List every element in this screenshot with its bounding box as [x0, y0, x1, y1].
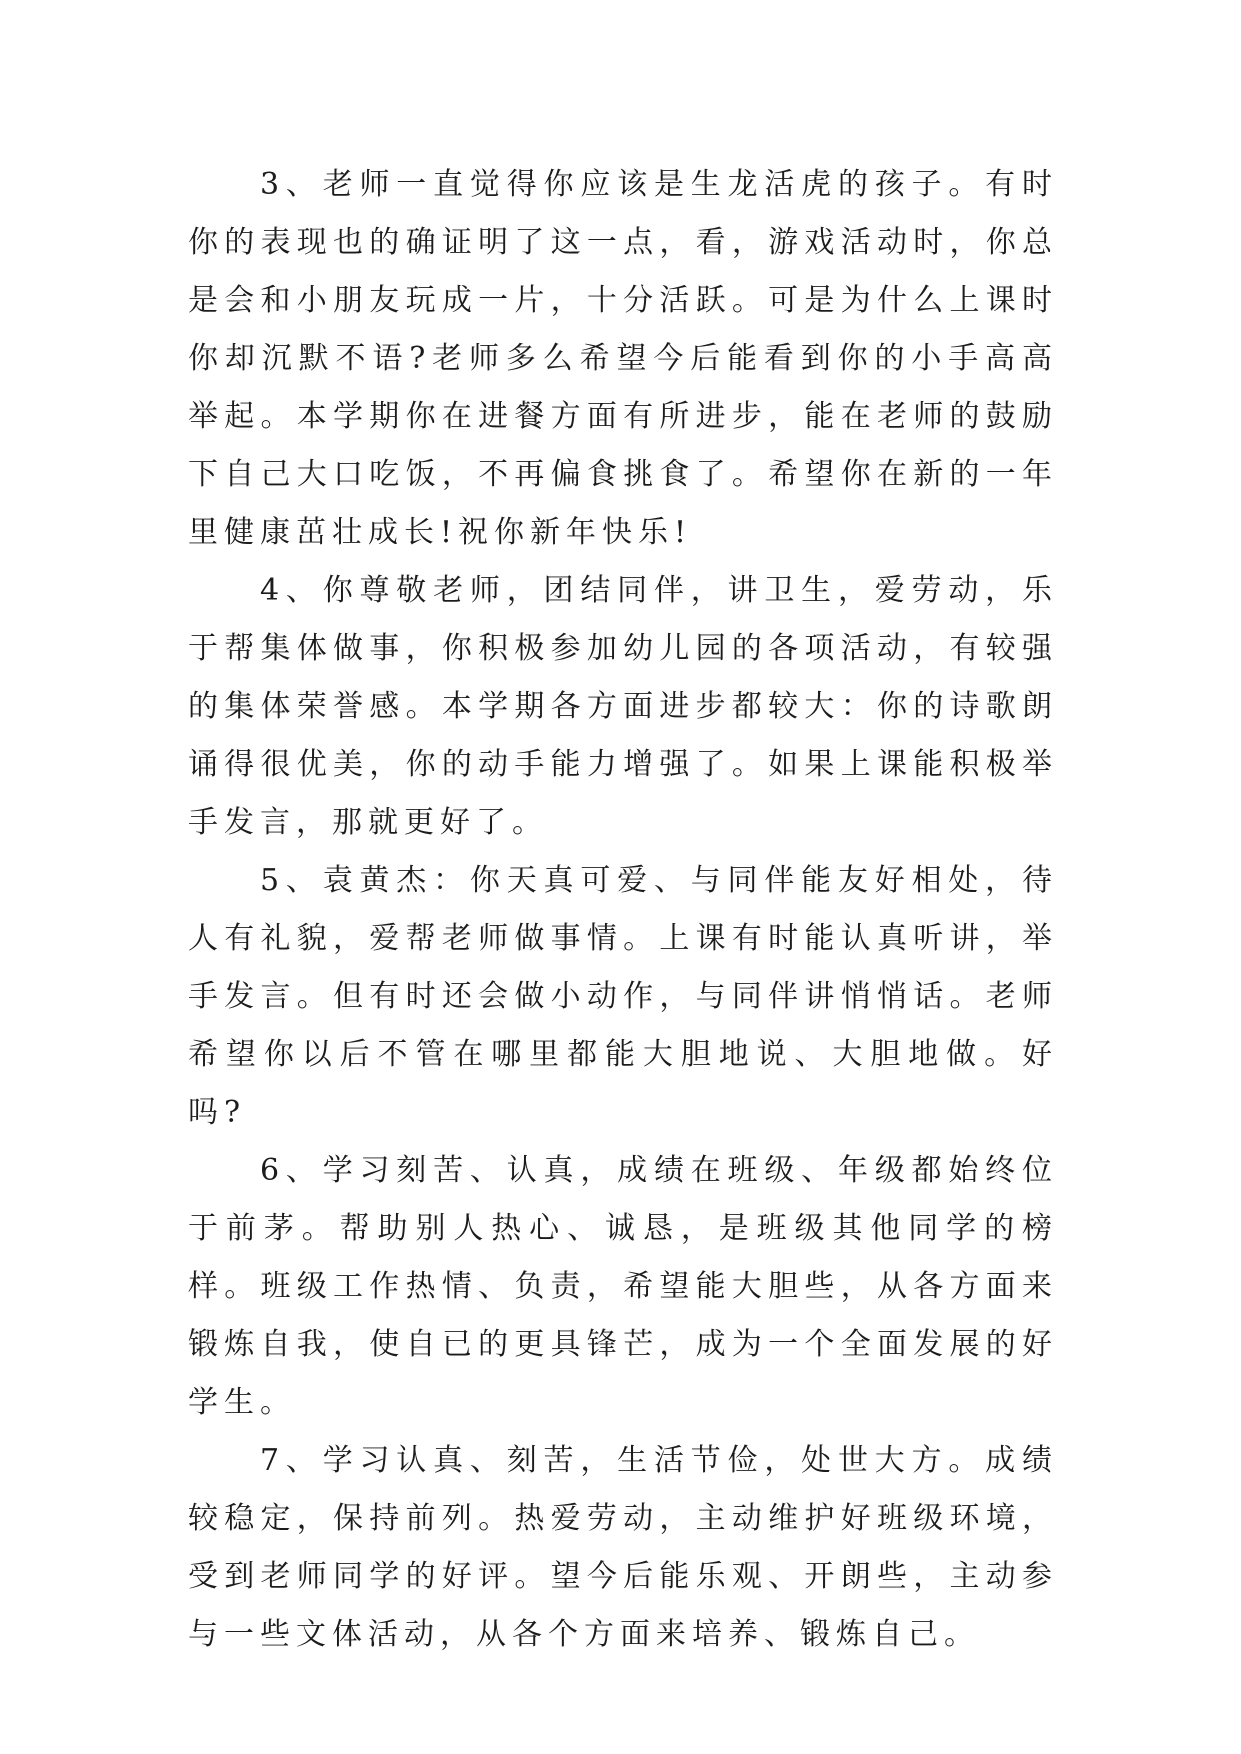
- paragraph-5: 5、袁黄杰：你天真可爱、与同伴能友好相处，待人有礼貌，爱帮老师做事情。上课有时能认真听讲，举手发言。但有时还会做小动作，与同伴讲悄悄话。老师希望你以后不管在哪里都能大胆地说、大胆地做。好吗?: [188, 863, 1058, 1130]
- paragraph-6: 6、学习刻苦、认真，成绩在班级、年级都始终位于前茅。帮助别人热心、诚恳，是班级其他同学的榜样。班级工作热情、负责，希望能大胆些，从各方面来锻炼自我，使自已的更具锋芒，成为一个全面发展的好学生。: [188, 1153, 1058, 1420]
- paragraph-4: 4、你尊敬老师，团结同伴，讲卫生，爱劳动，乐于帮集体做事，你积极参加幼儿园的各项活动，有较强的集体荣誉感。本学期各方面进步都较大：你的诗歌朗诵得很优美，你的动手能力增强了。如果上课能积极举手发言，那就更好了。: [188, 573, 1058, 840]
- document-body: [188, 156, 1058, 1664]
- paragraph-3: 3、老师一直觉得你应该是生龙活虎的孩子。有时你的表现也的确证明了这一点，看，游戏活动时，你总是会和小朋友玩成一片，十分活跃。可是为什么上课时你却沉默不语?老师多么希望今后能看到你的小手高高举起。本学期你在进餐方面有所进步，能在老师的鼓励下自己大口吃饭，不再偏食挑食了。希望你在新的一年里健康茁壮成长!祝你新年快乐!: [188, 167, 1058, 550]
- paragraph-7: 7、学习认真、刻苦，生活节俭，处世大方。成绩较稳定，保持前列。热爱劳动，主动维护好班级环境，受到老师同学的好评。望今后能乐观、开朗些，主动参与一些文体活动，从各个方面来培养、锻炼自己。: [188, 1443, 1058, 1652]
